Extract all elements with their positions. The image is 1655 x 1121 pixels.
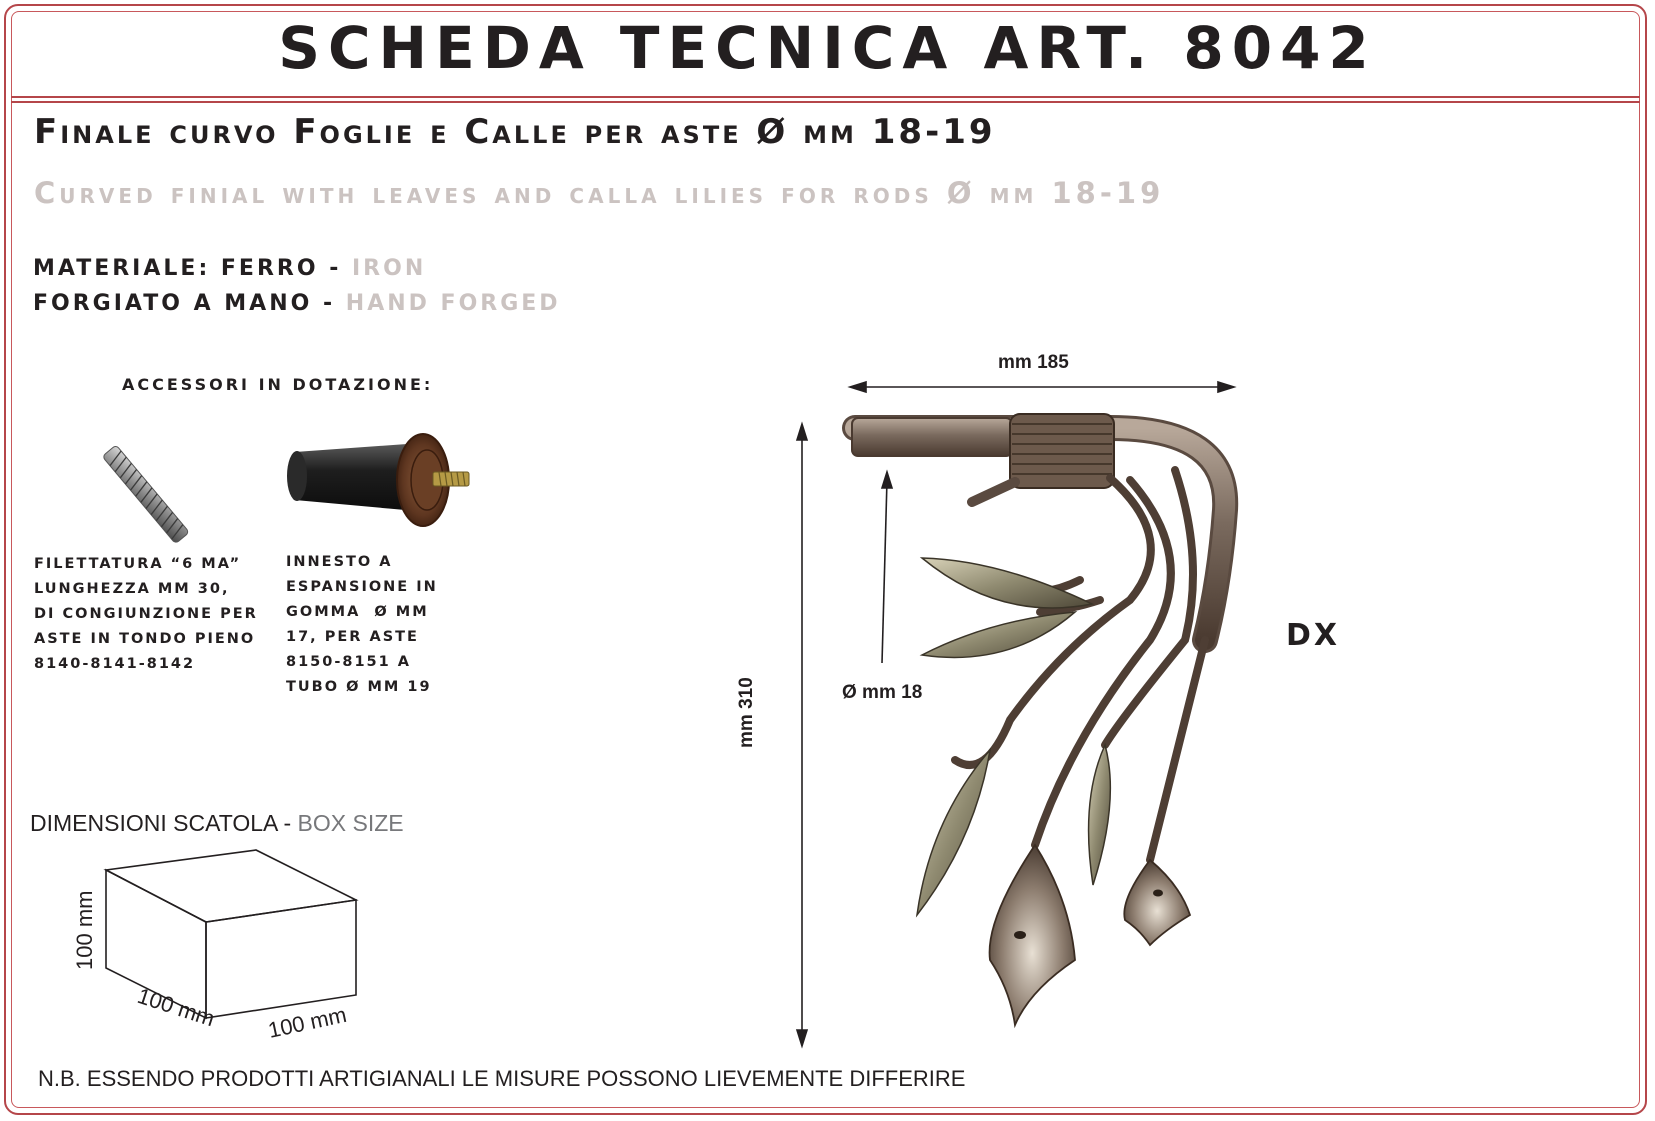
box-title-english: BOX SIZE (297, 810, 404, 836)
accessories-title: ACCESSORI IN DOTAZIONE: (122, 375, 434, 394)
material-label: MATERIALE: FERRO - (33, 256, 352, 281)
plug-description: INNESTO A ESPANSIONE IN GOMMA Ø MM 17, PER ASTE 8150-8151 A TUBO Ø MM 19 (286, 554, 438, 695)
screw-description: FILETTATURA “6 MA” LUNGHEZZA MM 30, DI CONGIUNZIONE PER ASTE IN TONDO PIENO 8140-8141-8142 (34, 556, 258, 672)
subtitle-english: Curved finial with leaves and calla lilies for rods Ø mm 18-19 (34, 176, 1165, 210)
subtitle-italian: Finale curvo Foglie e Calle per aste Ø mm 18-19 (34, 112, 996, 152)
height-dimension-label: mm 310 (736, 677, 757, 748)
side-label: DX (1286, 618, 1341, 653)
box-title-italian: DIMENSIONI SCATOLA - (30, 810, 298, 836)
box-height-label: 100 mm (72, 890, 97, 970)
box-depth-label: 100 mm (265, 1001, 349, 1043)
disclaimer-note: N.B. ESSENDO PRODOTTI ARTIGIANALI LE MISURE POSSONO LIEVEMENTE DIFFERIRE (38, 1066, 966, 1091)
box-length-label: 100 mm (134, 982, 218, 1032)
page-title: SCHEDA TECNICA ART. 8042 (278, 14, 1377, 82)
forged-english: HAND FORGED (345, 291, 561, 316)
diameter-dimension-label: Ø mm 18 (842, 682, 923, 703)
material-english: IRON (352, 256, 427, 281)
width-dimension-label: mm 185 (998, 352, 1069, 373)
forged-label: FORGIATO A MANO - (33, 291, 346, 316)
